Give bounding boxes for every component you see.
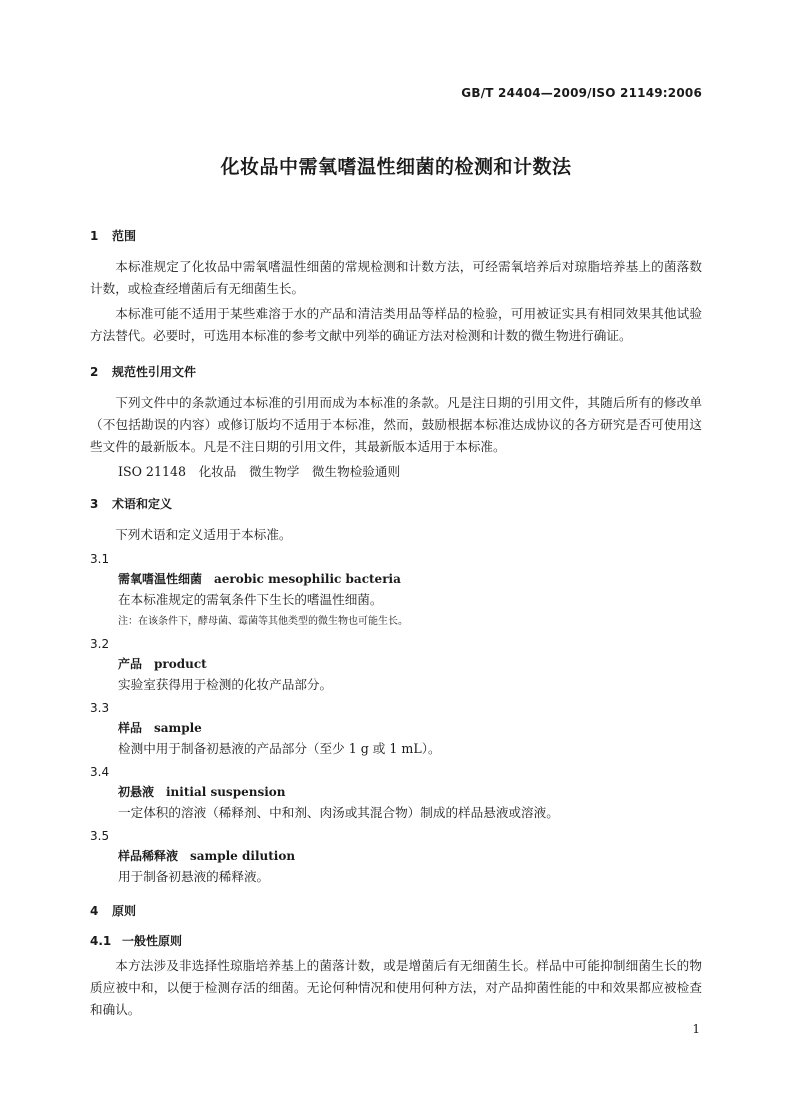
subsection-number: 4.1 [90,934,112,948]
general-principle-paragraph: 本方法涉及非选择性琼脂培养基上的菌落计数，或是增菌后有无细菌生长。样品中可能抑制细菌生长的物质应被中和，以便于检测存活的细菌。无论何种情况和使用何种方法，对产品抑菌性能的中和效果都应被检查和确认。 [90,958,702,1017]
term-definition: 在本标准规定的需氧条件下生长的嗜温性细菌。 [118,592,383,607]
scope-paragraph: 本标准规定了化妆品中需氧嗜温性细菌的常规检测和计数方法，可经需氧培养后对琼脂培养基上的菌落数计数，或检查经增菌后有无细菌生长。 [90,259,702,296]
document-title: 化妆品中需氧嗜温性细菌的检测和计数法 [220,156,572,178]
term-note: 注：在该条件下，酵母菌、霉菌等其他类型的微生物也可能生长。 [118,616,408,627]
standard-code: GB/T 24404—2009/ISO 21149:2006 [461,86,702,100]
term-name: 样品稀释液 sample dilution [118,849,296,863]
reference-item: ISO 21148 化妆品 微生物学 微生物检验通则 [118,464,401,479]
section-title: 范围 [112,229,137,243]
section-title: 原则 [112,904,137,918]
subsection-title: 一般性原则 [122,934,183,948]
term-definition: 一定体积的溶液（稀释剂、中和剂、肉汤或其混合物）制成的样品悬液或溶液。 [118,805,559,820]
normative-references-paragraph: 下列文件中的条款通过本标准的引用而成为本标准的条款。凡是注日期的引用文件，其随后所有的修改单（不包括勘误的内容）或修订版均不适用于本标准，然而，鼓励根据本标准达成协议的各方研究是否可使用这些文件的最新版本。凡是不注日期的引用文件，其最新版本适用于本标准。 [90,395,702,454]
term-number: 3.4 [90,765,110,779]
subsection-heading-general-principle [90,931,702,951]
section-heading-principle [90,901,702,921]
term-number: 3.2 [90,637,110,651]
section-number: 2 [90,365,99,379]
section-number: 4 [90,904,99,918]
term-number: 3.3 [90,701,110,715]
section-heading-terms [90,494,702,514]
term-name: 产品 product [118,657,207,671]
term-name: 需氧嗜温性细菌 aerobic mesophilic bacteria [118,572,401,586]
document-body [90,222,702,1024]
page-number: 1 [692,1022,700,1036]
term-definition: 用于制备初悬液的稀释液。 [118,869,270,884]
section-title: 规范性引用文件 [112,365,197,379]
term-definition: 实验室获得用于检测的化妆产品部分。 [118,677,333,692]
scope-paragraph: 本标准可能不适用于某些难溶于水的产品和清洁类用品等样品的检验，可用被证实具有相同效果其他试验方法替代。必要时，可选用本标准的参考文献中列举的确证方法对检测和计数的微生物进行确证。 [90,306,702,343]
section-heading-scope [90,226,702,246]
term-number: 3.1 [90,552,110,566]
section-title: 术语和定义 [112,497,173,511]
section-heading-normative-references [90,362,702,382]
section-number: 1 [90,229,99,243]
terms-intro-paragraph: 下列术语和定义适用于本标准。 [115,527,292,542]
term-number: 3.5 [90,829,110,843]
term-name: 样品 sample [118,721,202,735]
term-name: 初悬液 initial suspension [118,785,286,799]
section-number: 3 [90,497,99,511]
term-definition: 检测中用于制备初悬液的产品部分（至少 1 g 或 1 mL）。 [118,741,441,756]
